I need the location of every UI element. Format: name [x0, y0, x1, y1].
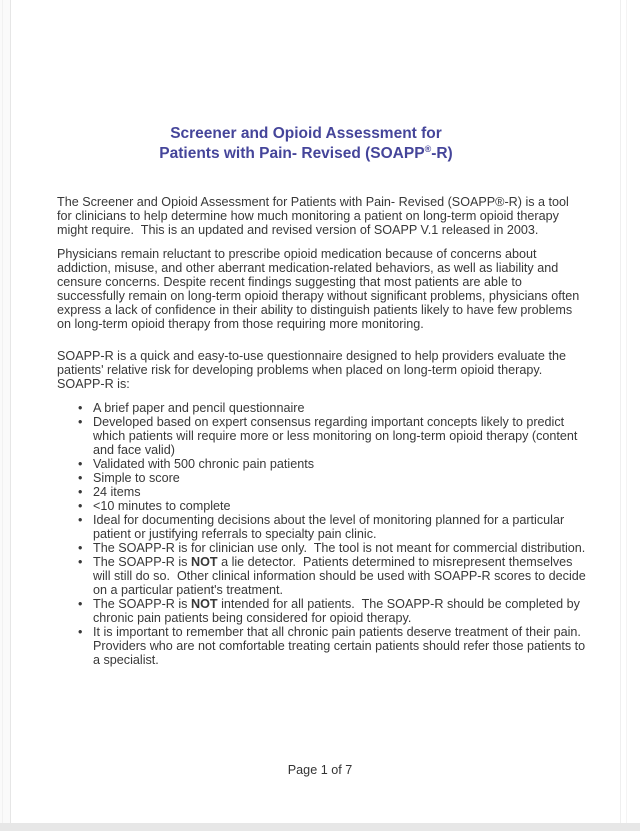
- paragraph-soapp-r-description: SOAPP-R is a quick and easy-to-use questionnaire designed to help providers evaluate the patients' relative risk for developing problems when placed on long-term opioid therapy. SOAPP-R is:: [57, 349, 570, 391]
- title-line-2-suffix: -R): [431, 144, 453, 162]
- paragraph-physicians: Physicians remain reluctant to prescribe opioid medication because of concerns about addiction, misuse, and other aberrant medication-related behaviors, as well as liability and censure concerns. Despite recent findings suggesting that most patients are able to successfully remain on long-term opioid therapy without significant problems, physicians often express a lack of confidence in their ability to distinguish patients likely to have few problems on long-term opioid therapy from those requiring more monitoring.: [57, 247, 583, 331]
- list-item: [93, 513, 587, 541]
- title-line-2-text: Patients with Pain- Revised (SOAPP: [159, 144, 425, 162]
- list-item: [93, 415, 587, 457]
- list-item: [93, 471, 587, 485]
- list-item-text-segment: Developed based on expert consensus regarding important concepts likely to predict which patients will require more or less monitoring on long-term opioid therapy (content and face valid): [93, 415, 581, 457]
- list-item: [93, 625, 587, 667]
- scan-edge-right-line-2: [626, 0, 627, 831]
- list-item-text-segment: <10 minutes to complete: [93, 499, 231, 513]
- list-item-text-segment: a lie detector. Patients determined to misrepresent themselves will still do so. Other clinical information should be used with SOAPP-R scores to decide on a particular patient's treatment.: [93, 555, 590, 597]
- scan-edge-right-line-1: [620, 0, 621, 831]
- document-title: [0, 124, 612, 163]
- title-line-1: Screener and Opioid Assessment for: [170, 125, 442, 142]
- scan-edge-bottom: [0, 823, 640, 831]
- list-item-text-segment: Simple to score: [93, 471, 180, 485]
- list-item-text-segment: It is important to remember that all chronic pain patients deserve treatment of their pain. Providers who are not comfortable treating certain patients should refer those patients to a specialist.: [93, 625, 589, 667]
- list-item: [93, 555, 590, 597]
- list-item-text-segment: Ideal for documenting decisions about the level of monitoring planned for a particular patient or justifying referrals to specialty pain clinic.: [93, 513, 568, 541]
- document-body: [57, 195, 590, 667]
- list-item: [93, 499, 587, 513]
- list-item-text-segment: Validated with 500 chronic pain patients: [93, 457, 314, 471]
- list-item: [93, 597, 587, 625]
- list-item-text-segment: The SOAPP-R is for clinician use only. The tool is not meant for commercial distribution.: [93, 541, 586, 555]
- list-item-text-segment: intended for all patients. The SOAPP-R should be completed by chronic pain patients being considered for opioid therapy.: [93, 597, 584, 625]
- bullet-list: [57, 401, 590, 667]
- list-item: [93, 401, 587, 415]
- list-item-text-segment: The SOAPP-R is: [93, 555, 191, 569]
- list-item-text-segment: NOT: [190, 555, 218, 569]
- list-item: [93, 541, 587, 555]
- list-item: [93, 457, 587, 471]
- list-item: [93, 485, 587, 499]
- list-item-text-segment: A brief paper and pencil questionnaire: [93, 401, 305, 415]
- list-item-text-segment: The SOAPP-R is: [93, 597, 191, 611]
- list-item-text-segment: 24 items: [93, 485, 141, 499]
- paragraph-intro: The Screener and Opioid Assessment for Patients with Pain- Revised (SOAPP®-R) is a tool for clinicians to help determine how much monitoring a patient on long-term opioid therapy might require. This is an updated and revised version of SOAPP V.1 released in 2003.: [57, 195, 573, 237]
- list-item-text-segment: NOT: [190, 597, 218, 611]
- registered-trademark-icon: ®: [424, 143, 432, 154]
- page-number: Page 1 of 7: [287, 763, 353, 777]
- title-line-2: [159, 145, 452, 162]
